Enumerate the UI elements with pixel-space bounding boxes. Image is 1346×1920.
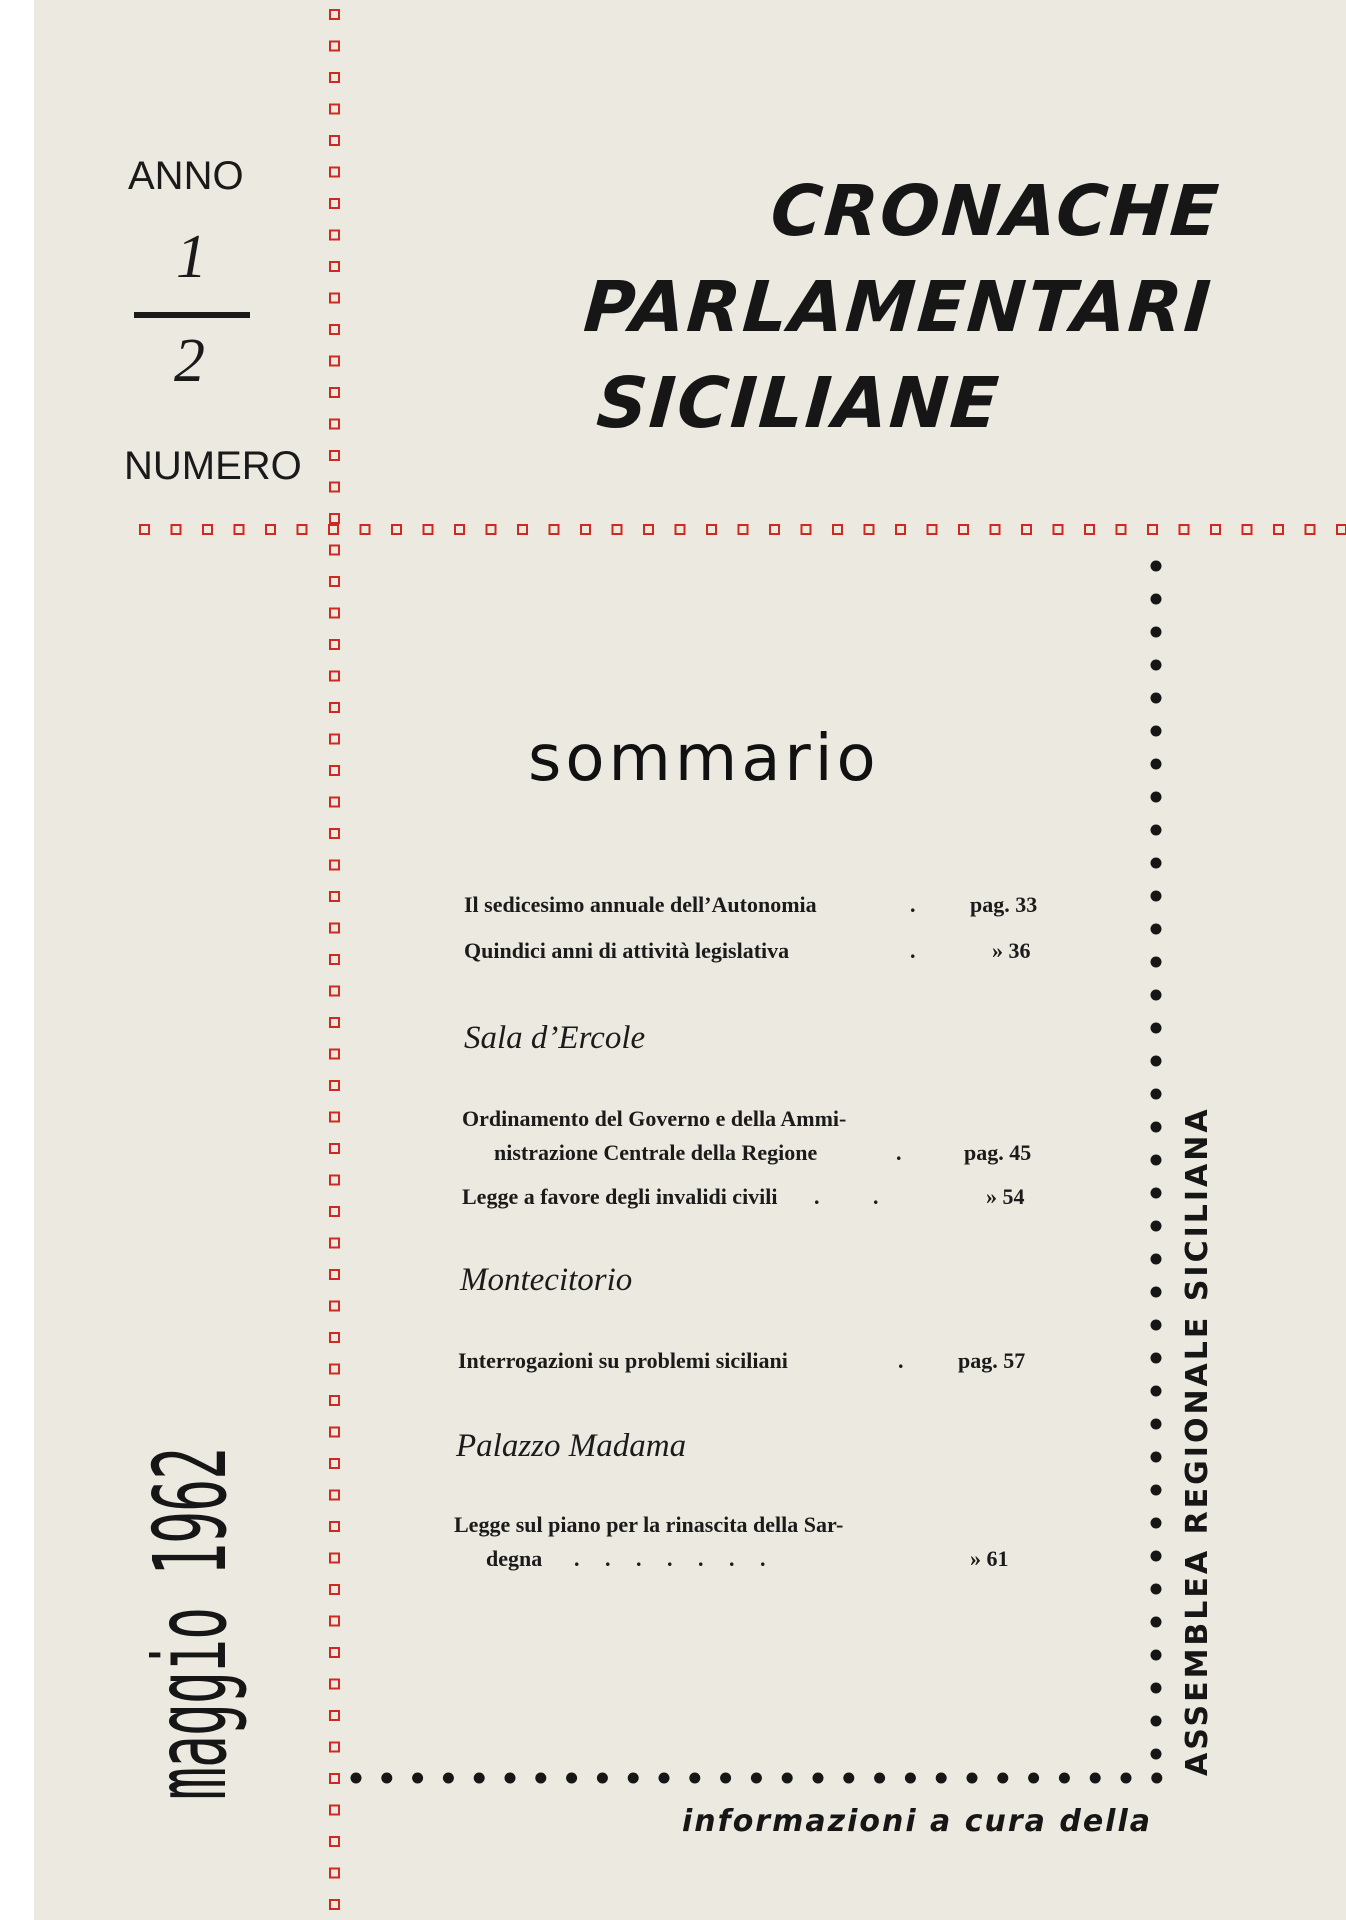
toc-entry-dots: . (896, 1140, 902, 1165)
red-square-marker (1022, 525, 1031, 534)
toc-entry-title: Interrogazioni su problemi siciliani (458, 1348, 788, 1373)
black-dot-marker (1151, 1353, 1162, 1364)
red-square-marker (896, 525, 905, 534)
red-square-marker (330, 924, 339, 933)
red-square-marker (330, 703, 339, 712)
red-square-marker (330, 955, 339, 964)
toc-entry-dots: . (898, 1348, 904, 1373)
masthead-line-1: CRONACHE (767, 170, 1223, 252)
black-dot-marker (1151, 1023, 1162, 1034)
issue-divider (134, 312, 250, 318)
red-square-marker (330, 231, 339, 240)
black-dot-marker (1090, 1773, 1101, 1784)
black-dot-marker (1151, 1188, 1162, 1199)
red-square-marker (330, 1428, 339, 1437)
red-square-marker (330, 1113, 339, 1122)
red-square-marker (330, 1806, 339, 1815)
numero-value: 2 (174, 327, 205, 395)
toc-entry-page: » 54 (986, 1184, 1025, 1209)
footer-credit: informazioni a cura della (682, 1804, 1152, 1839)
red-square-marker (330, 829, 339, 838)
toc-entry-title: Legge a favore degli invalidi civili (462, 1184, 778, 1209)
black-dot-marker (936, 1773, 947, 1784)
black-dot-marker (1151, 1089, 1162, 1100)
red-square-marker (330, 577, 339, 586)
red-square-marker (991, 525, 1000, 534)
red-square-marker (802, 525, 811, 534)
black-dot-marker (381, 1773, 392, 1784)
black-dot-marker (1151, 726, 1162, 737)
red-square-marker (644, 525, 653, 534)
black-dot-marker (751, 1773, 762, 1784)
red-square-marker (330, 1081, 339, 1090)
red-square-marker (330, 42, 339, 51)
magazine-cover (34, 0, 1346, 1920)
black-dot-marker (1151, 792, 1162, 803)
black-dot-marker (1028, 1773, 1039, 1784)
black-dot-marker (1151, 990, 1162, 1001)
red-square-marker (330, 451, 339, 460)
red-square-marker (1274, 525, 1283, 534)
publisher-name: ASSEMBLEA REGIONALE SICILIANA (1180, 1106, 1215, 1776)
toc-entry-page: » 36 (992, 938, 1031, 963)
red-square-marker (330, 199, 339, 208)
masthead (504, 170, 1223, 470)
black-dot-marker (1151, 1749, 1162, 1760)
black-dot-marker (535, 1773, 546, 1784)
black-dot-marker (1151, 825, 1162, 836)
red-square-marker (928, 525, 937, 534)
masthead-line-2: PARLAMENTARI (580, 266, 1215, 348)
section-heading: Palazzo Madama (456, 1428, 687, 1464)
black-dot-marker (659, 1773, 670, 1784)
issue-date: maggio 1962 (132, 1447, 249, 1800)
black-dot-marker (1151, 561, 1162, 572)
black-dot-marker (967, 1773, 978, 1784)
black-dot-marker (1151, 858, 1162, 869)
red-square-marker (330, 1050, 339, 1059)
red-square-marker (1180, 525, 1189, 534)
red-square-marker (330, 735, 339, 744)
black-dot-marker (874, 1773, 885, 1784)
red-square-marker (392, 525, 401, 534)
red-square-marker (330, 388, 339, 397)
red-square-marker (330, 294, 339, 303)
black-dot-marker (1151, 1650, 1162, 1661)
black-dot-marker (566, 1773, 577, 1784)
toc-entry-dots: . (910, 892, 916, 917)
black-dot-marker (628, 1773, 639, 1784)
black-dot-marker (1151, 924, 1162, 935)
black-dot-marker (997, 1773, 1008, 1784)
red-square-marker (330, 1333, 339, 1342)
red-square-marker (330, 892, 339, 901)
red-square-marker (330, 73, 339, 82)
black-dot-marker (1151, 1485, 1162, 1496)
red-square-marker (330, 1743, 339, 1752)
red-square-marker (330, 987, 339, 996)
red-square-marker (172, 525, 181, 534)
red-square-marker (424, 525, 433, 534)
toc-entry-continuation: degna (486, 1546, 543, 1571)
red-square-marker (330, 1270, 339, 1279)
red-square-marker (361, 525, 370, 534)
red-square-marker (1243, 525, 1252, 534)
black-dot-marker (1151, 1254, 1162, 1265)
black-dot-marker (1151, 1221, 1162, 1232)
toc-entry-dots: . (910, 938, 916, 963)
red-square-marker (1306, 525, 1315, 534)
red-square-marker (330, 357, 339, 366)
black-dot-marker (1151, 1683, 1162, 1694)
red-square-marker (1085, 525, 1094, 534)
red-square-marker (330, 1648, 339, 1657)
black-dot-marker (505, 1773, 516, 1784)
red-square-marker (455, 525, 464, 534)
red-square-marker (140, 525, 149, 534)
red-square-marker (330, 861, 339, 870)
toc-entry-title: Ordinamento del Governo e della Ammi- (462, 1106, 847, 1131)
red-square-marker (330, 1396, 339, 1405)
red-square-marker (266, 525, 275, 534)
red-square-marker (330, 10, 339, 19)
toc-entry-page: pag. 33 (970, 892, 1038, 917)
red-square-marker (235, 525, 244, 534)
red-square-marker (298, 525, 307, 534)
red-square-marker (1211, 525, 1220, 534)
red-square-marker (330, 168, 339, 177)
red-square-marker (330, 1302, 339, 1311)
black-dot-marker (843, 1773, 854, 1784)
red-square-marker (581, 525, 590, 534)
red-square-marker (1148, 525, 1157, 534)
black-dot-marker (1151, 1320, 1162, 1331)
red-square-marker (330, 1585, 339, 1594)
black-dot-marker (1151, 1287, 1162, 1298)
black-dot-marker (720, 1773, 731, 1784)
numero-label: NUMERO (124, 444, 302, 488)
red-square-marker (330, 1144, 339, 1153)
toc-entry-page: pag. 45 (964, 1140, 1032, 1165)
red-square-marker (330, 1837, 339, 1846)
red-square-marker (330, 798, 339, 807)
red-square-marker (330, 420, 339, 429)
toc-entry-title: Quindici anni di attività legislativa (464, 938, 790, 963)
sommario-heading: sommario (528, 722, 880, 796)
black-dot-marker (905, 1773, 916, 1784)
black-dot-marker (1151, 1584, 1162, 1595)
red-square-marker (330, 672, 339, 681)
red-square-marker (330, 1491, 339, 1500)
red-square-marker (330, 105, 339, 114)
red-square-marker (329, 525, 338, 534)
red-square-marker (770, 525, 779, 534)
red-square-marker (330, 483, 339, 492)
toc (424, 880, 1094, 1580)
toc-entry-dots: . . (814, 1184, 879, 1209)
red-square-marker (330, 1711, 339, 1720)
red-square-marker (330, 1207, 339, 1216)
black-dot-marker (1151, 693, 1162, 704)
toc-entry-title: Il sedicesimo annuale dell’Autonomia (464, 892, 817, 917)
red-square-marker (613, 525, 622, 534)
black-dot-marker (1059, 1773, 1070, 1784)
red-square-marker (330, 1459, 339, 1468)
red-square-marker (833, 525, 842, 534)
red-square-marker (330, 1617, 339, 1626)
red-square-marker (330, 1176, 339, 1185)
black-dot-marker (1121, 1773, 1132, 1784)
red-square-marker (330, 1869, 339, 1878)
red-square-marker (330, 640, 339, 649)
black-dot-marker (1151, 1452, 1162, 1463)
red-square-marker (959, 525, 968, 534)
red-square-marker (330, 766, 339, 775)
black-dot-marker (1151, 1551, 1162, 1562)
black-dot-marker (1151, 1518, 1162, 1529)
red-square-marker (330, 1365, 339, 1374)
black-dot-marker (1151, 1419, 1162, 1430)
black-dot-marker (1151, 1716, 1162, 1727)
red-square-marker (330, 136, 339, 145)
red-square-marker (550, 525, 559, 534)
red-square-marker (330, 546, 339, 555)
black-dot-marker (1151, 1773, 1162, 1784)
red-square-marker (330, 1522, 339, 1531)
black-dot-marker (443, 1773, 454, 1784)
black-dot-marker (351, 1773, 362, 1784)
red-square-marker (330, 609, 339, 618)
toc-entry-dots: . . . . . . . (574, 1546, 766, 1571)
black-dot-marker (1151, 1617, 1162, 1628)
black-dot-marker (412, 1773, 423, 1784)
red-square-marker (330, 1680, 339, 1689)
black-dot-marker (474, 1773, 485, 1784)
toc-entry-continuation: nistrazione Centrale della Regione (494, 1140, 818, 1165)
anno-value: 1 (176, 223, 207, 291)
black-dot-marker (1151, 1386, 1162, 1397)
red-square-marker (487, 525, 496, 534)
black-dot-marker (1151, 594, 1162, 605)
black-dot-marker (1151, 1122, 1162, 1133)
black-dot-marker (1151, 891, 1162, 902)
red-square-marker (330, 325, 339, 334)
red-square-marker (330, 1018, 339, 1027)
red-square-marker (330, 1900, 339, 1909)
masthead-line-3: SICILIANE (594, 362, 1003, 444)
red-square-marker (330, 262, 339, 271)
red-square-marker (330, 1774, 339, 1783)
red-square-marker (739, 525, 748, 534)
red-square-marker (1054, 525, 1063, 534)
black-dot-marker (597, 1773, 608, 1784)
red-square-marker (330, 1239, 339, 1248)
red-square-marker (330, 514, 339, 523)
black-dot-marker (1151, 759, 1162, 770)
red-square-marker (865, 525, 874, 534)
red-square-marker (1337, 525, 1346, 534)
black-dot-marker (813, 1773, 824, 1784)
red-square-marker (707, 525, 716, 534)
section-heading: Sala d’Ercole (464, 1020, 646, 1056)
section-heading: Montecitorio (460, 1262, 633, 1298)
black-dot-marker (1151, 1155, 1162, 1166)
black-dot-marker (782, 1773, 793, 1784)
anno-label: ANNO (128, 154, 244, 198)
toc-entry-page: » 61 (970, 1546, 1009, 1571)
black-dot-marker (1151, 660, 1162, 671)
red-square-marker (203, 525, 212, 534)
toc-entry-title: Legge sul piano per la rinascita della Sar- (454, 1512, 844, 1537)
red-square-marker (676, 525, 685, 534)
red-square-marker (1117, 525, 1126, 534)
black-dot-marker (1151, 1056, 1162, 1067)
black-dot-marker (1151, 627, 1162, 638)
black-dot-marker (1151, 957, 1162, 968)
toc-entry-page: pag. 57 (958, 1348, 1026, 1373)
red-square-marker (518, 525, 527, 534)
red-square-marker (330, 1554, 339, 1563)
black-dot-marker (689, 1773, 700, 1784)
